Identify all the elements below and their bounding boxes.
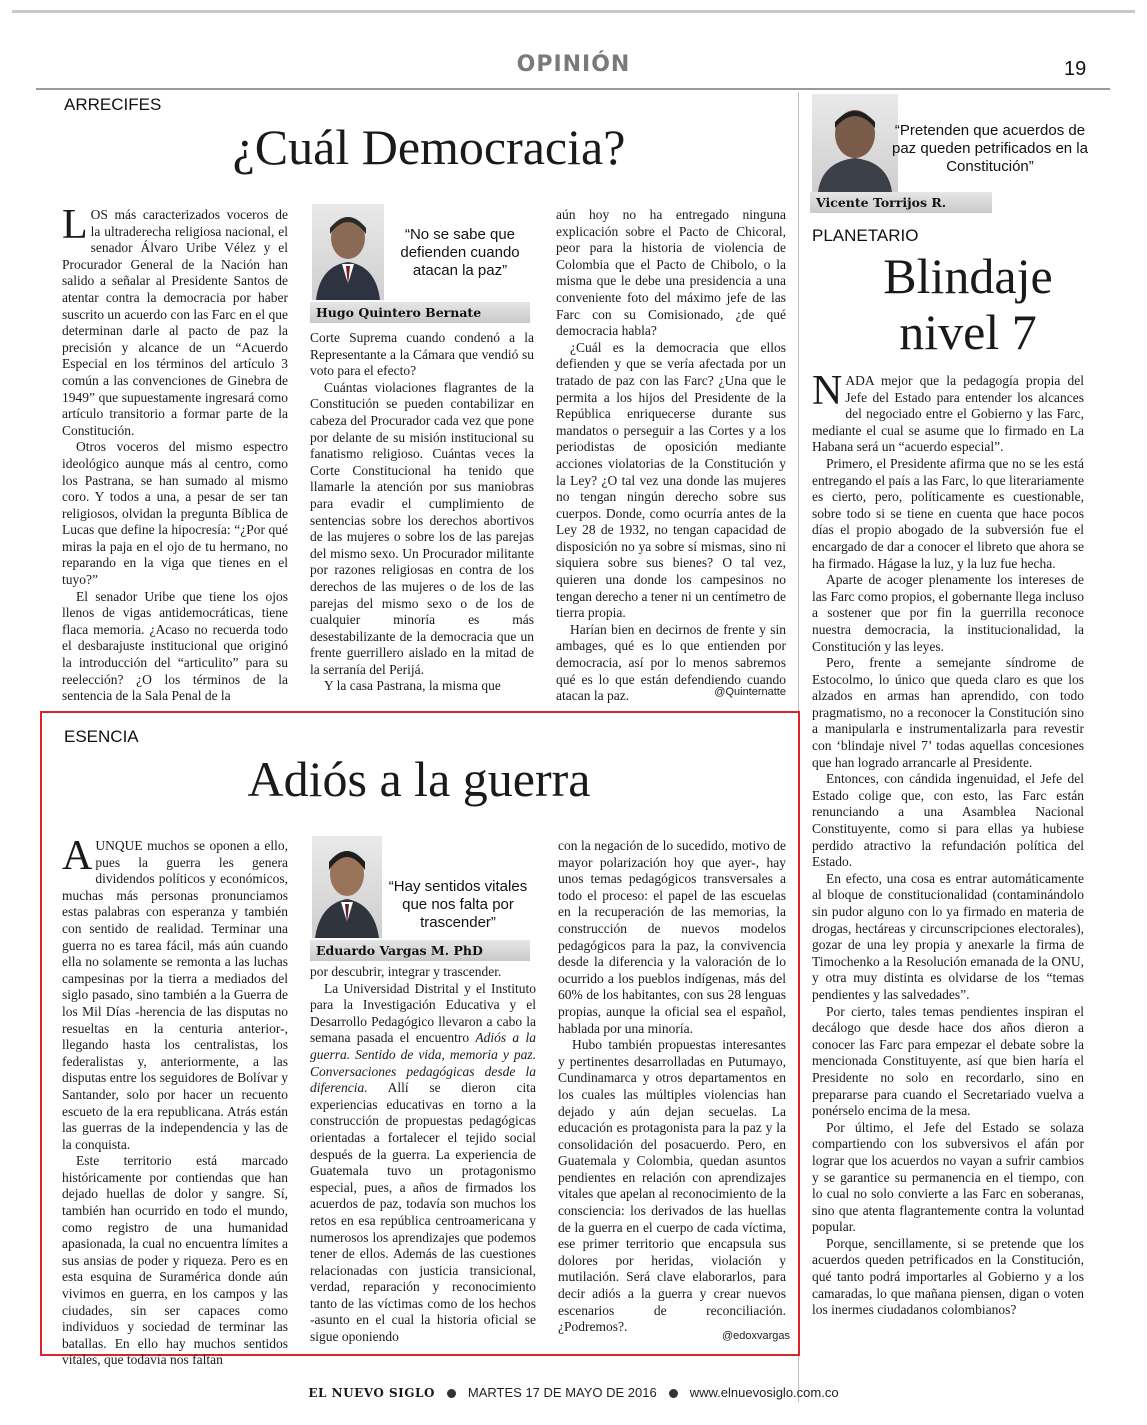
dropcap: L	[62, 202, 88, 248]
headline-blindaje-line2: nivel 7	[899, 304, 1037, 360]
author-photo-vargas	[312, 836, 382, 938]
headline-blindaje	[818, 248, 1118, 360]
article3-column-2: por descubrir, integrar y trascender. La Universidad Distrital y el Instituto para la Investigación Educativa y el Desarrollo Pedagógico llevaron a cabo la semana pasada el encuentro Adiós a la guerra. Sentido de vida, memoria y paz. Conversaciones pedagógicas desde la diferencia. Allí se dieron cita experiencias educativas en torno a la construcción de propuestas pedagógicas orientadas a fortalecer el tejido social después de la guerra. La experiencia de Guatemala tuvo un protagonismo especial, pues, a años de firmados los acuerdos de paz, todavía son muchos los retos en esa república centroamericana y numerosos los aprendizajes que podemos tener de ellos. Además de las cuestiones relacionadas con justicia transicional, verdad, reparación y reconocimiento tanto de las víctimas como de los hechos -asunto en el cual la historia oficial se sigue oponiendo	[310, 964, 536, 1345]
headline-adios-a-la-guerra: Adiós a la guerra	[247, 751, 591, 807]
footer-website-link[interactable]: www.elnuevosiglo.com.co	[689, 1385, 839, 1400]
pull-quote-torrijos: “Pretenden que acuerdos de paz queden petrificados en la Constitución”	[892, 122, 1088, 175]
dropcap: N	[812, 368, 843, 414]
section-title: OPINIÓN	[516, 52, 631, 77]
author-box-vargas	[310, 836, 532, 960]
pull-quote-quintero: “No se sabe que defienden cuando atacan la paz”	[400, 226, 520, 279]
kicker-esencia: ESENCIA	[64, 727, 139, 746]
twitter-handle-vargas: @edoxvargas	[721, 1330, 790, 1342]
article3-column-1: AUNQUE muchos se oponen a ello, pues la guerra les genera dividendos políticos y económicos, muchas más personas pronunciamos estas palabras con esperanza y también con sentido de realidad. Terminar una guerra no es tarea fácil, más aún cuando ella no solamente se remonta a las luchas campesinas por la tierra a mediados del siglo pasado, sino también a la Guerra de los Mil Días -herencia de las disputas no resueltas en la centuria anterior-, llegando hasta los centralistas, los federalistas y, anteriormente, a las disputas entre los seguidores de Bolívar y Santander, solo por hacer un recuento escueto de la era republicana. Atrás están las guerras de la independencia y las de la conquista. Este territorio está marcado históricamente por contiendas que han dejado huellas de dolor y sangre. Sí, también han ocurrido en todo el mundo, como registro de una humanidad apasionada, la cual no encuentra límites a sus ansias de poder y riqueza. Pero es en esta esquina de Suramérica donde aún vivimos en guerra, en los campos y las ciudades, sin ser capaces como individuos y sociedad de terminar las batallas. En ello hay muchos sentidos vitales, que todavía nos faltan	[62, 833, 288, 1368]
top-border	[12, 10, 1135, 13]
headline-cual-democracia: ¿Cuál Democracia?	[232, 119, 626, 175]
author-box-quintero	[310, 204, 532, 322]
byline-torrijos: Vicente Torrijos R.	[810, 192, 992, 213]
portrait-icon	[312, 836, 382, 938]
headline-blindaje-line1: Blindaje	[883, 248, 1053, 304]
article1-column-1: LOS más caracterizados voceros de la ultraderecha religiosa nacional, el senador Álvaro Uribe Vélez y el Procurador General de la Nación han salido a señalar al Presidente Santos de atentar contra la democracia por haber suscrito un acuerdo con las Farc en el que determinan darle al pacto de paz la precisión y alcance de un “Acuerdo Especial en los términos del artículo 3 común a las convenciones de Ginebra de 1949” que supuestamente ingresará como artículo transitorio a formar parte de la Constitución. Otros voceros del mismo espectro ideológico aunque más al centro, como los Pastrana, se han sumado al mismo coro. Y todos a una, a pesar de ser tan religiosos, olvidan la pregunta Bíblica de Lucas que define la hipocresía: “¿Por qué miras la paja en el ojo de tu hermano, no reparando en la viga que tienes en el tuyo?” El senador Uribe que tiene los ojos llenos de vigas antidemocráticas, tiene flaca memoria. ¿Acaso no recuerda todo el desbarajuste institucional que originó la introducción del “articulito” para su reelección? ¿O los términos de la sentencia de la Sala Penal de la	[62, 202, 288, 704]
header-rule	[36, 88, 1110, 90]
author-photo-quintero	[312, 204, 384, 300]
kicker-arrecifes: ARRECIFES	[64, 95, 162, 114]
article2-body: NADA mejor que la pedagogía propia del Jefe del Estado para entender los alcances del negociado entre el Gobierno y las Farc, mediante el cual se asume que lo firmado en La Habana será un “acuerdo especial”. Primero, el Presidente afirma que no se les está entregando el país a las Farc, lo que literariamente es cierto, pero, políticamente es cuestionable, sobre todo si se tiene en cuenta que hace pocos días el propio abogado de la subversión fue el encargado de dar a conocer el libreto que ahora se ha firmado. Hágase la luz, y la luz fue hecha. Aparte de acoger plenamente los intereses de las Farc como propios, el gobernante llega incluso a sostener que por fin la guerrilla reconoce nuestra democracia, la institucionalidad, la Constitución y las leyes. Pero, frente a semejante síndrome de Estocolmo, lo único que queda claro es que los alzados en armas han aprendido, con todo pragmatismo, no a reconocer la Constitución sino a manipularla e instrumentalizarla para revestir con ‘blindaje nivel 7’ todas aquellas concesiones que han logrado arrancarle al Presidente. Entonces, con cándida ingenuidad, el Jefe del Estado colige que, con esto, las Farc están renunciando a una Asamblea Nacional Constituyente, como si para ellas ya hubiese perdido atractivo la refundación política del Estado. En efecto, una cosa es entrar automáticamente al bloque de constitucionalidad (contaminándolo sin pudor alguno con lo ya firmado en materia de drogas, hectáreas y circunscripciones electorales), gozar de una ley propia y anexarle la firma de Timochenko a la Resolución emanada de la ONU, y otra muy distinta es olvidarse de los “temas pendientes y las salvedades”. Por cierto, tales temas pendientes inspiran el decálogo que desde hace dos años dieron a conocer las Farc para empezar el debate sobre la mencionada Constituyente, así que bien haría el Presidente no solo en recordarlo, sino en prepararse para cuando el Secretariado vuelva a ponérselo encima de la mesa. Por último, el Jefe del Estado se solaza compartiendo con los subversivos el afán por lograr que los acuerdos no vayan a sufrir cambios y se garantice su permanencia en el tiempo, con lo cual no solo convierte a las Farc en soberanas, sino que atenta flagrantemente contra la voluntad popular. Porque, sencillamente, si se pretende que los acuerdos queden petrificados en la Constitución, qué tanto podrá importarles al Gobierno y a los camaradas, lo que mañana piensen, digan o voten los inermes ciudadanos colombianos?	[812, 368, 1084, 1318]
article1-column-3: aún hoy no ha entregado ninguna explicación sobre el Pacto de Chicoral, peor para la historia de violencia de Colombia que el Pacto de Chibolo, o la misma que le debe una presidencia a una conveniente foto del máximo jefe de las Farc con su Comisionado, ¿de qué democracia habla? ¿Cuál es la democracia que ellos defienden y que se vería afectada por un tratado de paz con las Farc? ¿Una que le permita a los hijos del Presidente de la República enriquecerse durante sus mandatos o perseguir a las Cortes y a los periodistas de oposición mediante acciones violatorias de la Constitución y la Ley? ¿O tal vez una donde las mujeres no tengan ningún derecho sobre sus cuerpos. Donde, como ocurría antes de la Ley 28 de 1932, no tengan capacidad de disposición no ya sobre sí mismas, sino ni siquiera sobre sus bienes? O tal vez, quieren una donde los campesinos no tengan derecho a tener ni un centímetro de tierra propia. Harían bien en decirnos de frente y sin ambages, qué es lo que entienden por democracia, así por lo menos sabremos qué es lo que están defendiendo cuando atacan la paz.	[556, 207, 786, 704]
twitter-handle-quintero: @Quinternatte	[714, 686, 786, 698]
article3-column-3: con la negación de lo sucedido, motivo de mayor polarización hoy que ayer-, hay unos temas pedagógicos transversales a todo el proceso: el papel de las escuelas en la recuperación de las memorias, la construcción de nuevos modelos pedagógicos para la paz, la convivencia desde la diferencia y la valoración de lo ocurrido a los pueblos indígenas, más del 60% de los habitantes, con sus 28 lenguas propias, aunque la oficial sea el español, hablada por una minoría. Hubo también propuestas interesantes y pertinentes desarrolladas en Putumayo, Cundinamarca y otros departamentos en los cuales las múltiples violencias han dejado y aún dejan secuelas. La educación es protagonista para la paz y la consolidación del posacuerdo. Pero, en Guatemala y Colombia, quedan asuntos pendientes en relación con aprendizajes vitales que apelan al reconocimiento de la consciencia: los derivados de las huellas de la guerra en el cuerpo de cada víctima, ese primer territorio que encapsula sus dolores por heridas, violación y mutilación. Será clave elaborarlos, para decir adiós a la guerra y crear nuevos escenarios de reconciliación. ¿Podremos?.	[558, 838, 786, 1335]
page-number: 19	[1064, 58, 1087, 80]
kicker-planetario: PLANETARIO	[812, 226, 919, 245]
separator-dot-icon	[669, 1389, 678, 1398]
byline-vargas: Eduardo Vargas M. PhD	[310, 940, 530, 961]
separator-dot-icon	[447, 1389, 456, 1398]
footer	[0, 1384, 1147, 1402]
portrait-icon	[312, 204, 384, 300]
dropcap: A	[62, 833, 93, 879]
pull-quote-vargas: “Hay sentidos vitales que nos falta por trascender”	[388, 878, 528, 931]
author-box-torrijos	[810, 92, 1106, 212]
byline-quintero: Hugo Quintero Bernate	[310, 302, 530, 323]
newspaper-logo: EL NUEVO SIGLO	[308, 1386, 435, 1400]
footer-date: MARTES 17 DE MAYO DE 2016	[467, 1385, 657, 1400]
article1-column-2: Corte Suprema cuando condenó a la Representante a la Cámara que vendió su voto para el efecto? Cuántas violaciones flagrantes de la Constitución se pueden contabilizar en cabeza del Procurador cada vez que pone por delante de su misión institucional su fanatismo religioso. Cuántas veces la Corte Constitucional ha tenido que llamarle la atención por sus maniobras para evadir el cumplimiento de sentencias sobre los derechos abortivos de las mujeres o sobre los de las parejas del mismo sexo. Un Procurador militante por razones religiosas en contra de los derechos de las mujeres o de los de las parejas del mismo sexo o de los de cualquier minoría es más desestabilizante de la democracia que un frente guerrillero aislado en la mitad de la serranía del Perijá. Y la casa Pastrana, la misma que	[310, 330, 534, 694]
